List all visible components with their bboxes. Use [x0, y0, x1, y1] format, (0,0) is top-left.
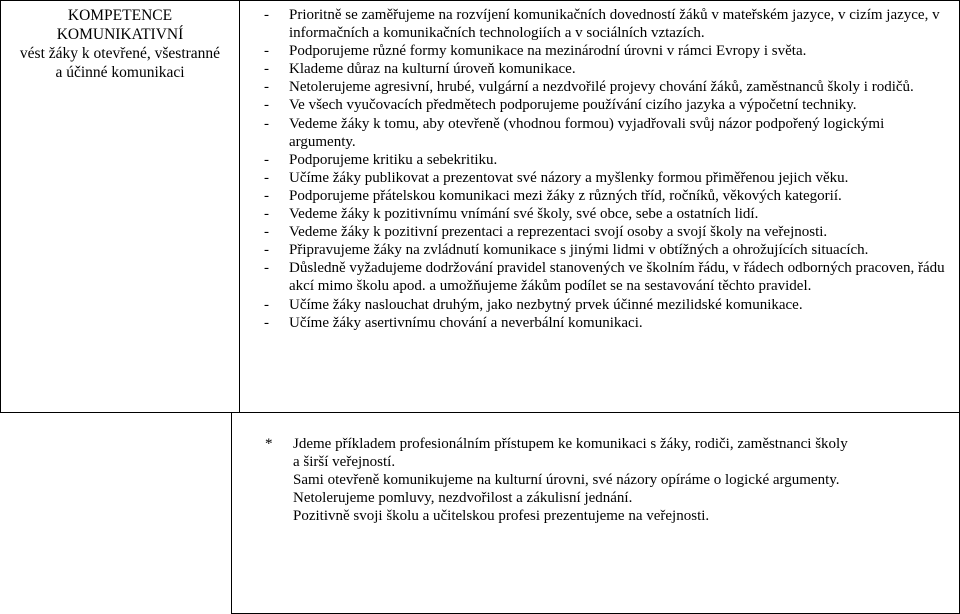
strategy-text: Klademe důraz na kulturní úroveň komunikace. — [289, 61, 576, 78]
bullet-dash: - — [264, 97, 269, 114]
bullet-dash: - — [264, 169, 269, 186]
note-line: Jdeme příkladem profesionálním přístupem ke komunikaci s žáky, rodiči, zaměstnanci školy — [293, 436, 848, 452]
teacher-example-box — [231, 413, 960, 614]
bullet-dash: - — [264, 206, 269, 223]
note-line: a širší veřejností. — [293, 454, 396, 471]
strategy-text: Učíme žáky naslouchat druhým, jako nezbytný prvek účinné mezilidské komunikace. — [289, 296, 803, 313]
strategy-text: Vedeme žáky k pozitivnímu vnímání své školy, své obce, sebe a ostatních lidí. — [289, 206, 759, 223]
bullet-dash: - — [264, 260, 269, 277]
strategy-text: Podporujeme přátelskou komunikaci mezi žáky z různých tříd, ročníků, věkových kategorií. — [289, 187, 842, 204]
strategy-item — [264, 241, 953, 259]
bullet-dash: - — [264, 151, 269, 168]
bullet-dash: - — [264, 314, 269, 331]
strategy-item — [264, 259, 953, 295]
strategy-text: Prioritně se zaměřujeme na rozvíjení komunikačních dovedností žáků v mateřském jazyce, v cizím jazyce, v informačních a komunikačních technologiích a v sociálních vztazích. — [289, 7, 940, 42]
strategy-item — [264, 60, 953, 78]
competence-heading-line2: KOMUNIKATIVNÍ — [56, 26, 184, 43]
competence-subtitle-line2: a účinné komunikaci — [55, 64, 185, 81]
strategy-text: Vedeme žáky k tomu, aby otevřeně (vhodnou formou) vyjadřovali svůj názor podpořený logickými argumenty. — [289, 115, 885, 150]
bullet-dash: - — [264, 115, 269, 132]
strategy-text: Učíme žáky publikovat a prezentovat své názory a myšlenky formou přiměřenou jejich věku. — [289, 169, 849, 186]
strategies-cell — [240, 1, 960, 413]
strategy-item — [264, 223, 953, 241]
strategy-text: Netolerujeme agresivní, hrubé, vulgární a nezdvořilé projevy chování žáků, zaměstnanců školy i rodičů. — [289, 79, 914, 96]
competence-name-cell — [1, 1, 240, 413]
competence-row — [1, 1, 960, 413]
strategy-item — [264, 78, 953, 96]
strategy-item — [264, 151, 953, 169]
strategy-item — [264, 296, 953, 314]
strategy-item — [264, 187, 953, 205]
strategy-text: Důsledně vyžadujeme dodržování pravidel stanovených ve školním řádu, v řádech odborných pracoven, řádu akcí mimo školu apod. a umožňujeme žákům podílet se na sestavování těchto pravidel. — [289, 260, 945, 295]
bullet-dash: - — [264, 296, 269, 313]
competence-heading-line1: KOMPETENCE — [67, 7, 173, 24]
strategy-item — [264, 115, 953, 151]
strategy-text: Připravujeme žáky na zvládnutí komunikace s jinými lidmi v obtížných a ohrožujících situacích. — [289, 242, 869, 259]
bullet-dash: - — [264, 224, 269, 241]
strategy-text: Učíme žáky asertivnímu chování a neverbální komunikaci. — [289, 314, 643, 331]
bullet-dash: - — [264, 43, 269, 60]
bullet-dash: - — [264, 242, 269, 259]
strategy-text: Podporujeme různé formy komunikace na mezinárodní úrovni v rámci Evropy i světa. — [289, 43, 807, 60]
teacher-example-note — [265, 435, 925, 525]
strategy-list — [240, 6, 953, 332]
bullet-dash: - — [264, 79, 269, 96]
bullet-dash: - — [264, 187, 269, 204]
asterisk-marker: * — [265, 436, 273, 452]
strategy-text: Vedeme žáky k pozitivní prezentaci a reprezentaci svojí osoby a svojí školy na veřejnosti. — [289, 224, 828, 241]
strategy-item — [264, 42, 953, 60]
strategy-item — [264, 205, 953, 223]
note-line: Netolerujeme pomluvy, nezdvořilost a zákulisní jednání. — [293, 490, 633, 507]
strategy-item — [264, 96, 953, 114]
bullet-dash: - — [264, 7, 269, 23]
strategy-text: Ve všech vyučovacích předmětech podporujeme používání cizího jazyka a výpočetní techniky. — [289, 97, 857, 114]
strategy-item — [264, 6, 953, 42]
bullet-dash: - — [264, 61, 269, 78]
strategy-text: Podporujeme kritiku a sebekritiku. — [289, 151, 498, 168]
note-line: Sami otevřeně komunikujeme na kulturní úrovni, své názory opíráme o logické argumenty. — [293, 472, 840, 489]
note-line: Pozitivně svoji školu a učitelskou profesi prezentujeme na veřejnosti. — [293, 508, 710, 525]
strategy-item — [264, 169, 953, 187]
strategy-item — [264, 314, 953, 332]
competence-subtitle-line1: vést žáky k otevřené, všestranné — [19, 45, 221, 62]
note-lines — [293, 435, 925, 525]
